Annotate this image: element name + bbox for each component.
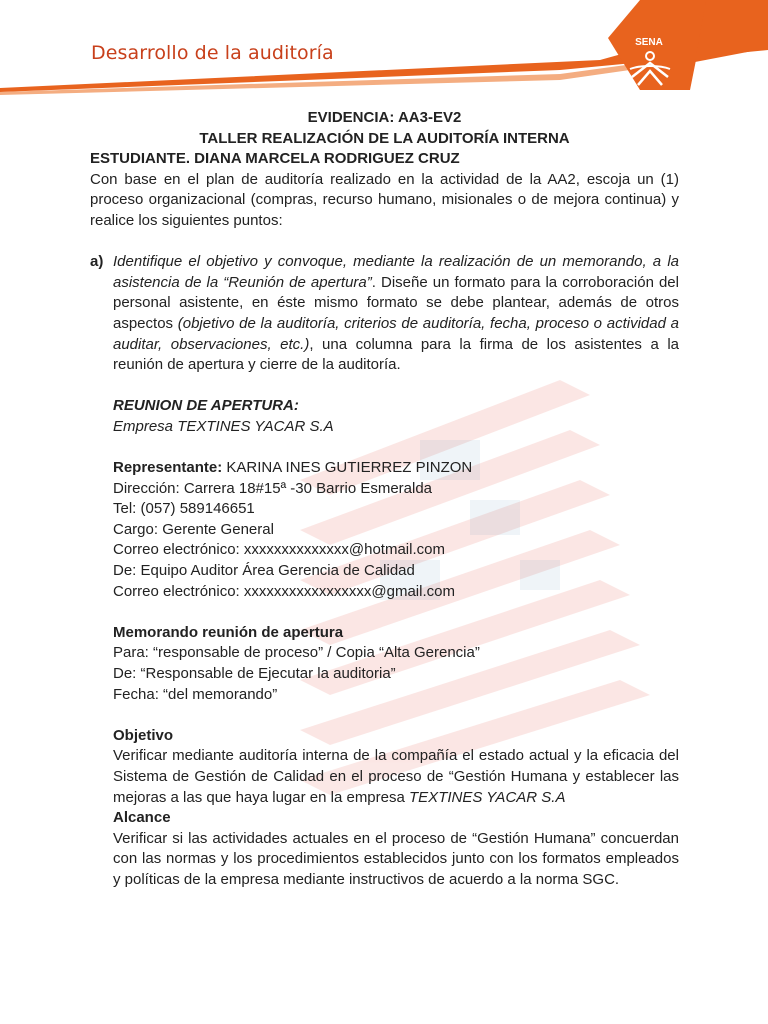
memo-to: Para: “responsable de proceso” / Copia “Alta Gerencia” [113, 644, 480, 662]
sena-logo: SENA [635, 37, 663, 48]
memo-from: De: “Responsable de Ejecutar la auditoria” [113, 665, 396, 683]
item-a-italic-1: Identifique el objetivo y convoque, mediante la realización de un memorando, a la asistencia de la “Reunión de apertura” [113, 253, 679, 291]
document-title-evidence: EVIDENCIA: AA3-EV2 [307, 109, 462, 126]
objective-text-body: Verificar mediante auditoría interna de la compañía el estado actual y la eficacia del Sistema de Gestión de Calidad en el proceso de “Gestión Humana y establecer las mejoras a las que haya lugar en la empresa [113, 747, 679, 806]
memo-heading: Memorando reunión de apertura [113, 623, 344, 641]
from-line: De: Equipo Auditor Área Gerencia de Calidad [113, 562, 415, 580]
sena-logo-icon [628, 47, 672, 87]
meeting-heading: REUNION DE APERTURA: [113, 397, 299, 415]
list-item-a [90, 252, 679, 376]
document-body [90, 108, 679, 891]
intro-paragraph: Con base en el plan de auditoría realizado en la actividad de la AA2, escoja un (1) proceso organizacional (compras, recurso humano, misionales o de mejora continua) y realice los siguientes puntos: [90, 170, 679, 229]
document-title-workshop: TALLER REALIZACIÓN DE LA AUDITORÍA INTERNA [199, 129, 570, 147]
scope-text: Verificar si las actividades actuales en el proceso de “Gestión Humana” concuerdan con las normas y los procedimientos establecidos junto con los formatos empleados y políticas de la empresa mediante instructivos de acuerdo a la norma SGC. [113, 829, 679, 888]
objective-text [113, 746, 679, 808]
phone-line: Tel: (057) 589146651 [113, 500, 255, 518]
header-title: Desarrollo de la auditoría [91, 42, 334, 64]
sena-logo-box-edge [695, 0, 768, 62]
email-line-2: Correo electrónico: xxxxxxxxxxxxxxxxx@gmail.com [113, 582, 455, 600]
item-a-italic-2: (objetivo de la auditoría, criterios de auditoría, fecha, proceso o actividad a auditar, observaciones, etc.) [113, 314, 679, 353]
address-line: Dirección: Carrera 18#15ª -30 Barrio Esmeralda [113, 479, 433, 497]
email-line-1: Correo electrónico: xxxxxxxxxxxxxx@hotmail.com [113, 541, 445, 559]
meeting-section [90, 396, 679, 890]
memo-date: Fecha: “del memorando” [113, 685, 278, 703]
objective-heading: Objetivo [113, 726, 174, 744]
representative-value: KARINA INES GUTIERREZ PINZON [222, 459, 473, 477]
position-line: Cargo: Gerente General [113, 520, 274, 538]
item-a-text-1: . Diseñe un formato para la corroboración del personal asistente, en éste mismo formato se debe plantear, además de otros aspectos [113, 273, 679, 332]
student-name: ESTUDIANTE. DIANA MARCELA RODRIGUEZ CRUZ [90, 150, 460, 168]
list-marker-a: a) [90, 253, 104, 271]
meeting-company: Empresa TEXTINES YACAR S.A [113, 417, 334, 435]
representative-line [113, 458, 679, 479]
representative-label: Representante: [113, 459, 223, 477]
objective-company: TEXTINES YACAR S.A [409, 788, 566, 806]
item-a-text-2: , una columna para la firma de los asistentes a la reunión de apertura y cierre de la auditoría. [113, 335, 679, 374]
scope-heading: Alcance [113, 809, 171, 827]
